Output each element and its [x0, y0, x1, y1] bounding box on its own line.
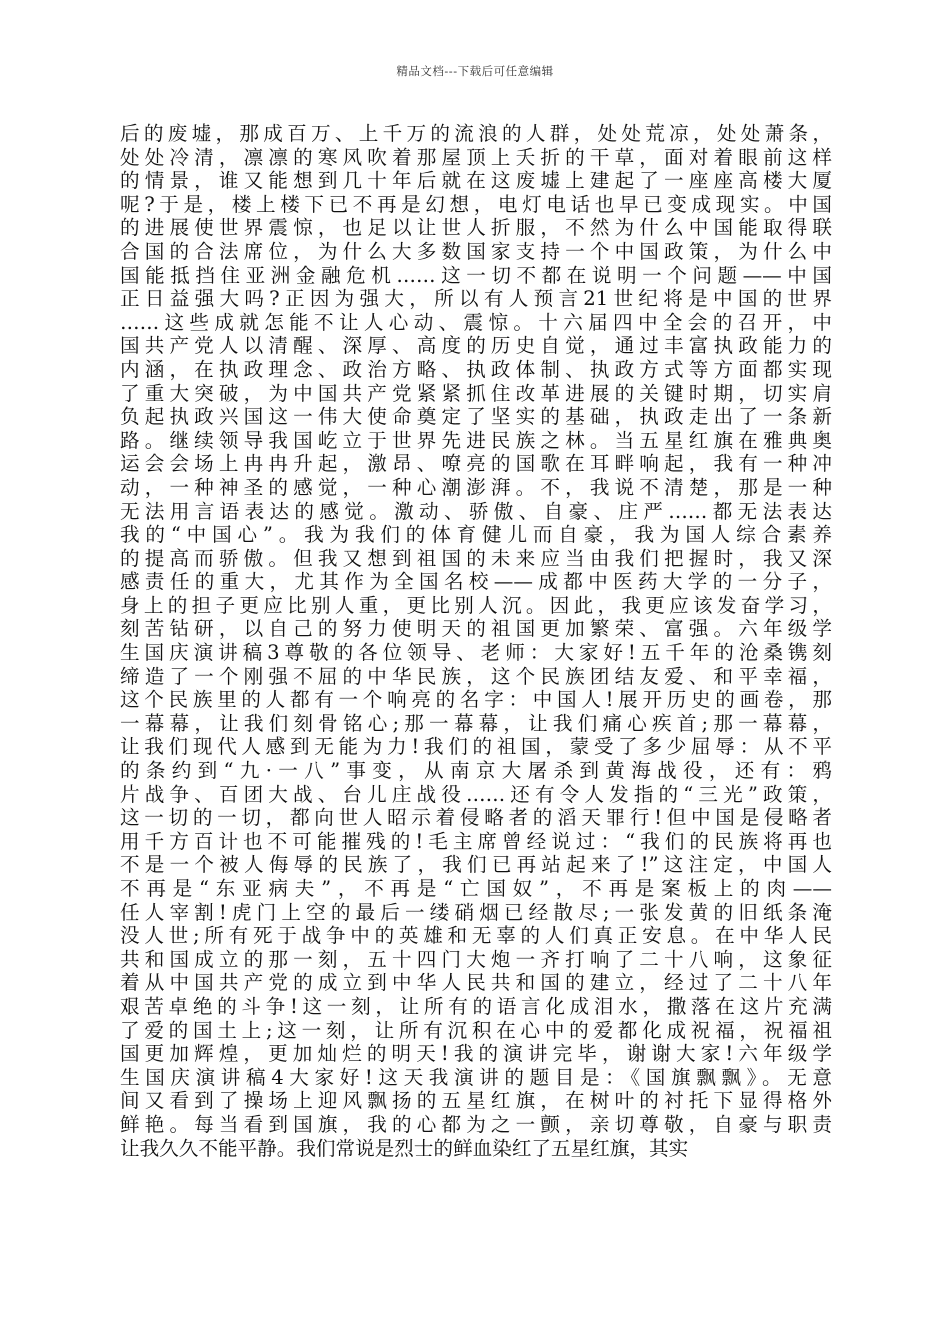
- text-line: 运会会场上冉冉升起，激昂、嘹亮的国歌在耳畔响起，我有一种冲: [120, 452, 832, 476]
- text-line: 片战争、百团大战、台儿庄战役……还有令人发指的“三光”政策，: [120, 782, 832, 806]
- text-line: 生国庆演讲稿4大家好!这天我演讲的题目是：《国旗飘飘》。无意: [120, 1065, 832, 1089]
- text-line: 没人世;所有死于战争中的英雄和无辜的人们真正安息。在中华人民: [120, 924, 832, 948]
- text-line: 的条约到“九·一八”事变，从南京大屠杀到黄海战役，还有：鸦: [120, 759, 832, 783]
- text-line: 的情景，谁又能想到几十年后就在这废墟上建起了一座座高楼大厦: [120, 169, 832, 193]
- text-line: 的进展使世界震惊，也足以让世人折服，不然为什么中国能取得联: [120, 216, 832, 240]
- text-line: 共和国成立的那一刻，五十四门大炮一齐打响了二十八响，这象征: [120, 947, 832, 971]
- text-line: 这个民族里的人都有一个响亮的名字：中国人!展开历史的画卷，那: [120, 688, 832, 712]
- text-line: 一幕幕，让我们刻骨铭心;那一幕幕，让我们痛心疾首;那一幕幕，: [120, 711, 832, 735]
- text-line: 不是一个被人侮辱的民族了，我们已再站起来了!”这注定，中国人: [120, 853, 832, 877]
- text-line: 身上的担子更应比别人重，更比别人沉。因此，我更应该发奋学习，: [120, 593, 832, 617]
- text-line: 路。继续领导我国屹立于世界先进民族之林。当五星红旗在雅典奥: [120, 428, 832, 452]
- text-line: 鲜艳。每当看到国旗，我的心都为之一颤，亲切尊敬，自豪与职责: [120, 1112, 832, 1136]
- text-line: 艰苦卓绝的斗争!这一刻，让所有的语言化成泪水，撒落在这片充满: [120, 994, 832, 1018]
- text-line: 着从中国共产党的成立到中华人民共和国的建立，经过了二十八年: [120, 971, 832, 995]
- text-line: 国共产党人以清醒、深厚、高度的历史自觉，通过丰富执政能力的: [120, 334, 832, 358]
- text-line: 国更加辉煌，更加灿烂的明天!我的演讲完毕，谢谢大家!六年级学: [120, 1042, 832, 1066]
- text-line: 用千方百计也不可能摧残的!毛主席曾经说过：“我们的民族将再也: [120, 829, 832, 853]
- text-line: 无法用言语表达的感觉。激动、骄傲、自豪、庄严……都无法表达: [120, 499, 832, 523]
- text-line: 内涵，在执政理念、政治方略、执政体制、执政方式等方面都实现: [120, 357, 832, 381]
- text-line: 合国的合法席位，为什么大多数国家支持一个中国政策，为什么中: [120, 239, 832, 263]
- text-line: 这一切的一切，都向世人昭示着侵略者的滔天罪行!但中国是侵略者: [120, 806, 832, 830]
- text-line: 了爱的国土上;这一刻，让所有沉积在心中的爱都化成祝福，祝福祖: [120, 1018, 832, 1042]
- text-line: ……这些成就怎能不让人心动、震惊。十六届四中全会的召开，中: [120, 310, 832, 334]
- text-line: 后的废墟，那成百万、上千万的流浪的人群，处处荒凉，处处萧条，: [120, 122, 832, 145]
- text-line: 处处冷清，凛凛的寒风吹着那屋顶上夭折的干草，面对着眼前这样: [120, 145, 832, 169]
- text-line: 国能抵挡住亚洲金融危机……这一切不都在说明一个问题——中国: [120, 263, 832, 287]
- text-line: 让我久久不能平静。我们常说是烈士的鲜血染红了五星红旗，其实: [120, 1136, 689, 1160]
- text-line: 负起执政兴国这一伟大使命奠定了坚实的基础，执政走出了一条新: [120, 405, 832, 429]
- text-line: 我的“中国心”。我为我们的体育健儿而自豪，我为国人综合素养: [120, 523, 832, 547]
- text-line: 让我们现代人感到无能为力!我们的祖国，蒙受了多少屈辱：从不平: [120, 735, 832, 759]
- text-line: 呢?于是，楼上楼下已不再是幻想，电灯电话也早已变成现实。中国: [120, 192, 832, 216]
- text-line: 的提高而骄傲。但我又想到祖国的未来应当由我们把握时，我又深: [120, 546, 832, 570]
- text-line: 动，一种神圣的感觉，一种心潮澎湃。不，我说不清楚，那是一种: [120, 475, 832, 499]
- page-header: 精品文档---下载后可任意编辑: [396, 64, 554, 78]
- text-line: 缔造了一个刚强不屈的中华民族，这个民族团结友爱、和平幸福，: [120, 664, 832, 688]
- text-line: 不再是“东亚病夫”，不再是“亡国奴”，不再是案板上的肉——: [120, 877, 832, 900]
- text-line: 正日益强大吗?正因为强大，所以有人预言21世纪将是中国的世界: [120, 287, 832, 311]
- body-text: [120, 122, 832, 1160]
- text-line: 感责任的重大，尤其作为全国名校——成都中医药大学的一分子，: [120, 570, 832, 594]
- text-line: 生国庆演讲稿3尊敬的各位领导、老师：大家好!五千年的沧桑镌刻: [120, 641, 832, 665]
- text-line: 刻苦钻研，以自己的努力使明天的祖国更加繁荣、富强。六年级学: [120, 617, 832, 641]
- text-line: 任人宰割!虎门上空的最后一缕硝烟已经散尽;一张发黄的旧纸条淹: [120, 900, 832, 924]
- text-line: 间又看到了操场上迎风飘扬的五星红旗，在树叶的衬托下显得格外: [120, 1089, 832, 1113]
- text-line: 了重大突破，为中国共产党紧紧抓住改革进展的关键时期，切实肩: [120, 381, 832, 405]
